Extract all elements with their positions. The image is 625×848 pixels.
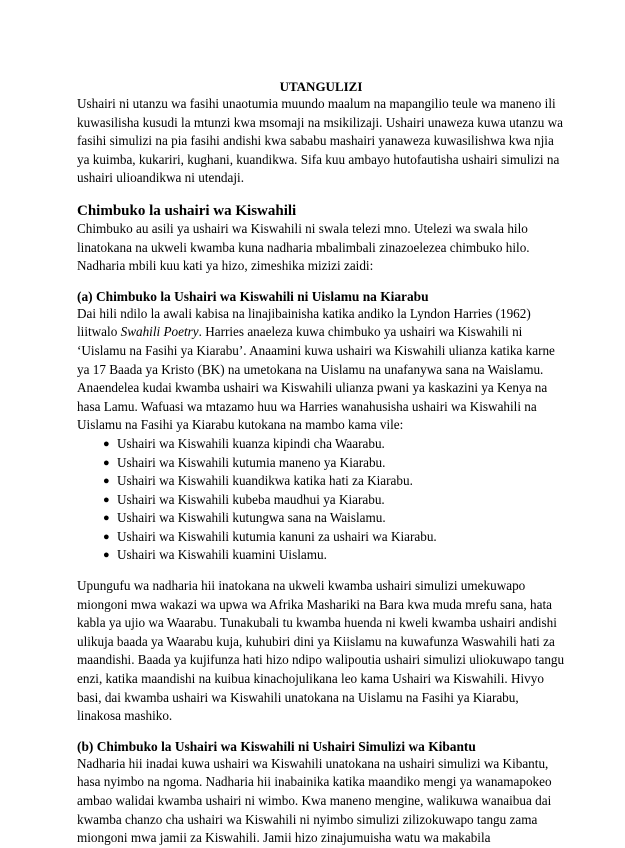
subsection-a-text-post: . Harries anaeleza kuwa chimbuko ya ushairi wa Kiswahili ni ‘Uislamu na Fasihi ya Kiarabu’. Anaamini kuwa ushairi wa Kiswahili ulianza katika karne ya 17 Baada ya Kristo (BK) na umetokana na Uislamu na unafanywa sana na Waislamu. Anaendelea kudai kwamba ushairi wa Kiswahili ulianza pwani ya kaskazini ya Kenya na hasa Lamu. Wafuasi wa mtazamo huu wa Harries wanahusisha ushairi wa Kiswahili na Uislamu na Fasihi ya Kiarabu kutokana na mambo kama vile: <box>77 324 555 433</box>
list-item <box>103 509 565 528</box>
bullet-list <box>77 435 565 565</box>
bullet-icon: ● <box>103 456 110 469</box>
book-title-swahili-poetry: Swahili Poetry <box>120 324 199 340</box>
list-item-text: Ushairi wa Kiswahili kutumia maneno ya Kiarabu. <box>117 454 386 470</box>
section-heading-chimbuko: Chimbuko la ushairi wa Kiswahili <box>77 202 297 219</box>
list-item <box>103 435 565 454</box>
list-item-text: Ushairi wa Kiswahili kuamini Uislamu. <box>117 547 327 563</box>
document-title: UTANGULIZI <box>279 79 363 94</box>
subsection-b-paragraph: Nadharia hii inadai kuwa ushairi wa Kiswahili unatokana na ushairi simulizi wa Kibantu, hasa nyimbo na ngoma. Nadharia hii inabainika katika maandiko mengi ya wanamapokeo ambao walidai kwamba ushairi ni wimbo. Kwa maneno mengine, walikuwa wanaibua dai kwamba chanzo cha ushairi wa Kiswahili ni nyimbo simulizi zilizokuwapo tangu zama miongoni mwa jamii za Kiswahili. Jamii hizo zinajumuisha watu wa makabila <box>77 755 552 846</box>
intro-paragraph: Ushairi ni utanzu wa fasihi unaotumia muundo maalum na mapangilio teule wa maneno ili kuwasilisha kusudi la mtunzi kwa msomaji na msikilizaji. Ushairi unaweza kuwa utanzu wa fasihi simulizi na pia fasihi andishi kwa sababu mashairi yanaweza kuwasilishwa kwa njia ya kuimba, kukariri, kughani, kuandikwa. Sifa kuu ambayo hutofautisha ushairi simulizi na ushairi ulioandikwa ni utendaji. <box>77 96 563 186</box>
bullet-icon: ● <box>103 437 110 450</box>
bullet-icon: ● <box>103 512 110 525</box>
subsection-a-paragraph <box>77 305 565 435</box>
list-item <box>103 546 565 565</box>
subsection-a-text-pre: Dai hili ndilo la awali kabisa na linajibainisha katika andiko la Lyndon Harries (1962) liitwalo <box>77 305 531 340</box>
list-item <box>103 528 565 547</box>
list-item <box>103 454 565 473</box>
spacer <box>77 565 565 577</box>
list-item <box>103 472 565 491</box>
list-item-text: Ushairi wa Kiswahili kuandikwa katika hati za Kiarabu. <box>117 473 413 489</box>
bullet-icon: ● <box>103 530 110 543</box>
list-item-text: Ushairi wa Kiswahili kubeba maudhui ya Kiarabu. <box>117 491 385 507</box>
list-item-text: Ushairi wa Kiswahili kutungwa sana na Waislamu. <box>117 510 386 526</box>
subsection-a-closing-paragraph: Upungufu wa nadharia hii inatokana na ukweli kwamba ushairi simulizi umekuwapo miongoni mwa wakazi wa upwa wa Afrika Mashariki na Bara kwa muda mrefu sana, hata kabla ya ujio wa Waarabu. Tunakubali tu kwamba huenda ni kweli kwamba ushairi andishi ulikuja baada ya Waarabu kuja, kuhubiri dini ya Kiislamu na kuwafunza Waswahili hati za maandishi. Baada ya kujifunza hati hizo ndipo walipoutia ushairi simulizi uliokuwapo tangu enzi, katika maandishi na kuibua kinachojulikana leo kama Ushairi wa Kiswahili. Hivyo basi, dai kwamba ushairi wa Kiswahili unatokana na Uislamu na Fasihi ya Kiarabu, linakosa mashiko. <box>77 578 565 724</box>
bullet-icon: ● <box>103 475 110 488</box>
list-item-text: Ushairi wa Kiswahili kuanza kipindi cha Waarabu. <box>117 435 385 451</box>
section-paragraph-chimbuko: Chimbuko au asili ya ushairi wa Kiswahili ni swala telezi mno. Utelezi wa swala hilo linatokana na ukweli kwamba kuna nadharia mbalimbali zinazoelezea chimbuko hilo. Nadharia mbili kuu kati ya hizo, zimeshika mizizi zaidi: <box>77 220 530 274</box>
list-item <box>103 491 565 510</box>
subsection-heading-a: (a) Chimbuko la Ushairi wa Kiswahili ni Uislamu na Kiarabu <box>77 288 429 304</box>
list-item-text: Ushairi wa Kiswahili kutumia kanuni za ushairi wa Kiarabu. <box>117 528 437 544</box>
subsection-heading-b: (b) Chimbuko la Ushairi wa Kiswahili ni Ushairi Simulizi wa Kibantu <box>77 738 476 754</box>
bullet-icon: ● <box>103 549 110 562</box>
bullet-icon: ● <box>103 493 110 506</box>
